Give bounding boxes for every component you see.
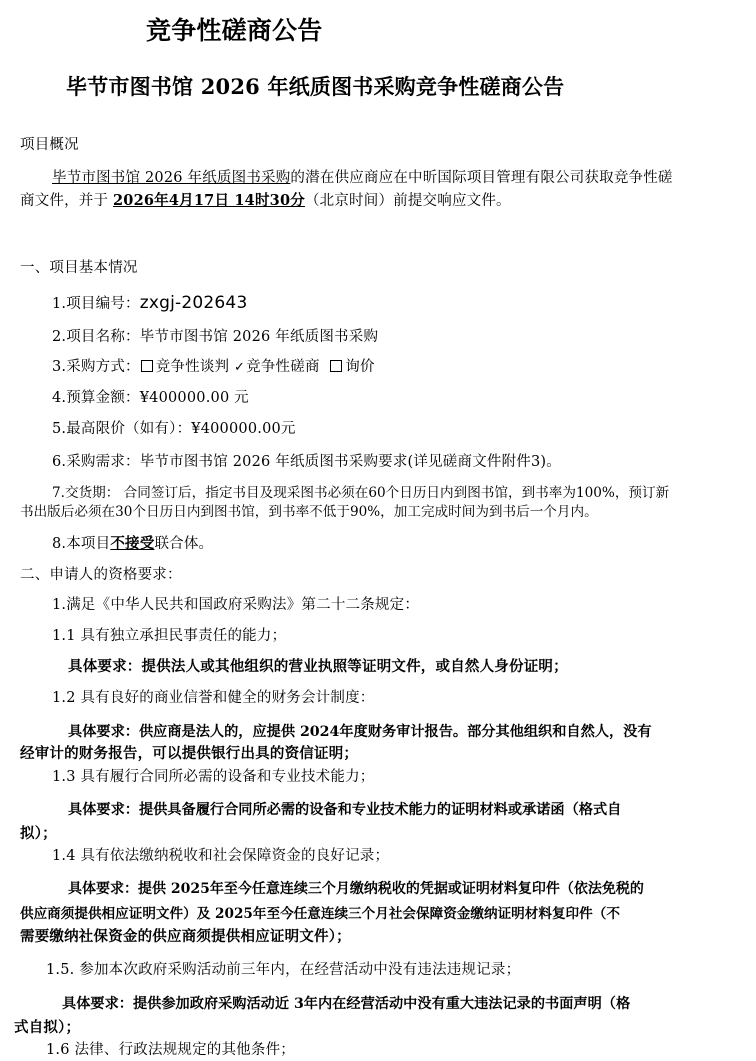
qual-item-1-3: 1.3 具有履行合同所必需的设备和专业技术能力； <box>52 769 375 785</box>
req-1-4-c: 需要缴纳社保资金的供应商须提供相应证明文件）； <box>20 928 351 945</box>
qual-item-1-2: 1.2 具有良好的商业信誉和健全的财务会计制度： <box>52 690 375 706</box>
overview-line-2: 商文件，并于 2026年4月17日 14时30分（北京时间）前提交响应文件。 <box>20 192 511 209</box>
project-number-value: zxgj-202643 <box>139 293 248 313</box>
budget-amount: 4.预算金额：¥400000.00 元 <box>52 390 249 406</box>
consortium-note: 8.本项目不接受联合体。 <box>52 535 214 552</box>
req-1-4-b: 供应商须提供相应证明文件）及 2025年至今任意连续三个月社会保障资金缴纳证明材料复印件（不 <box>20 906 620 922</box>
req-1-3-a: 具体要求：提供具备履行合同所必需的设备和专业技术能力的证明材料或承诺函（格式自 <box>68 802 622 818</box>
qual-item-1-6: 1.6 法律、行政法规规定的其他条件； <box>46 1042 295 1058</box>
req-1-2-a: 具体要求：供应商是法人的，应提供 2024年度财务审计报告。部分其他组织和自然人，没有 <box>68 724 652 740</box>
delivery-line-2: 书出版后必须在30个日历日内到图书馆，到书率不低于90%，加工完成时间为到书后一个月内。 <box>20 504 598 520</box>
qual-item-1-4: 1.4 具有依法缴纳税收和社会保障资金的良好记录； <box>52 848 390 864</box>
qual-item-1-1: 1.1 具有独立承担民事责任的能力； <box>52 628 287 644</box>
procurement-method: 3.采购方式： 竞争性谈判 ✓竞争性磋商 询价 <box>52 359 375 375</box>
procurement-demand: 6.采购需求：毕节市图书馆 2026 年纸质图书采购要求(详见磋商文件附件3)。 <box>52 454 561 470</box>
req-1-5-b: 式自拟）； <box>14 1019 81 1036</box>
req-1-5-a: 具体要求：提供参加政府采购活动近 3年内在经营活动中没有重大违法记录的书面声明（格 <box>62 996 631 1012</box>
overview-heading: 项目概况 <box>20 137 79 153</box>
project-link[interactable]: 毕节市图书馆 2026 年纸质图书采购 <box>52 170 291 186</box>
req-1-1: 具体要求：提供法人或其他组织的营业执照等证明文件，或自然人身份证明； <box>68 658 568 675</box>
req-1-2-b: 经审计的财务报告，可以提供银行出具的资信证明； <box>20 745 359 762</box>
project-number: 1.项目编号：zxgj-202643 <box>52 293 248 313</box>
overview-line-1: 毕节市图书馆 2026 年纸质图书采购的潜在供应商应在中昕国际项目管理有限公司获取竞争性磋 <box>52 170 673 186</box>
req-1-3-b: 拟）； <box>20 825 57 842</box>
project-name: 2.项目名称：毕节市图书馆 2026 年纸质图书采购 <box>52 329 379 345</box>
deadline: 2026年4月17日 14时30分 <box>113 192 305 209</box>
delivery-line-1: 7.交货期： 合同签订后，指定书目及现采图书必须在60个日历日内到图书馆，到书率为100%，预订新 <box>52 485 670 501</box>
qual-item-1-5: 1.5. 参加本次政府采购活动前三年内，在经营活动中没有违法违规记录； <box>46 962 521 978</box>
req-1-4-a: 具体要求：提供 2025年至今任意连续三个月缴纳税收的凭据或证明材料复印件（依法免税的 <box>68 881 644 897</box>
doc-short-title: 竞争性磋商公告 <box>146 16 323 45</box>
checkmark-icon: ✓ <box>234 360 246 375</box>
qual-item-1: 1.满足《中华人民共和国政府采购法》第二十二条规定： <box>52 597 420 613</box>
checkbox-negotiation <box>141 360 153 372</box>
section2-heading: 二、申请人的资格要求： <box>20 567 182 583</box>
checkbox-inquiry <box>330 360 342 372</box>
section1-heading: 一、项目基本情况 <box>20 260 138 276</box>
doc-title: 毕节市图书馆 2026 年纸质图书采购竞争性磋商公告 <box>66 74 565 99</box>
max-price: 5.最高限价（如有）：¥400000.00元 <box>52 421 296 437</box>
